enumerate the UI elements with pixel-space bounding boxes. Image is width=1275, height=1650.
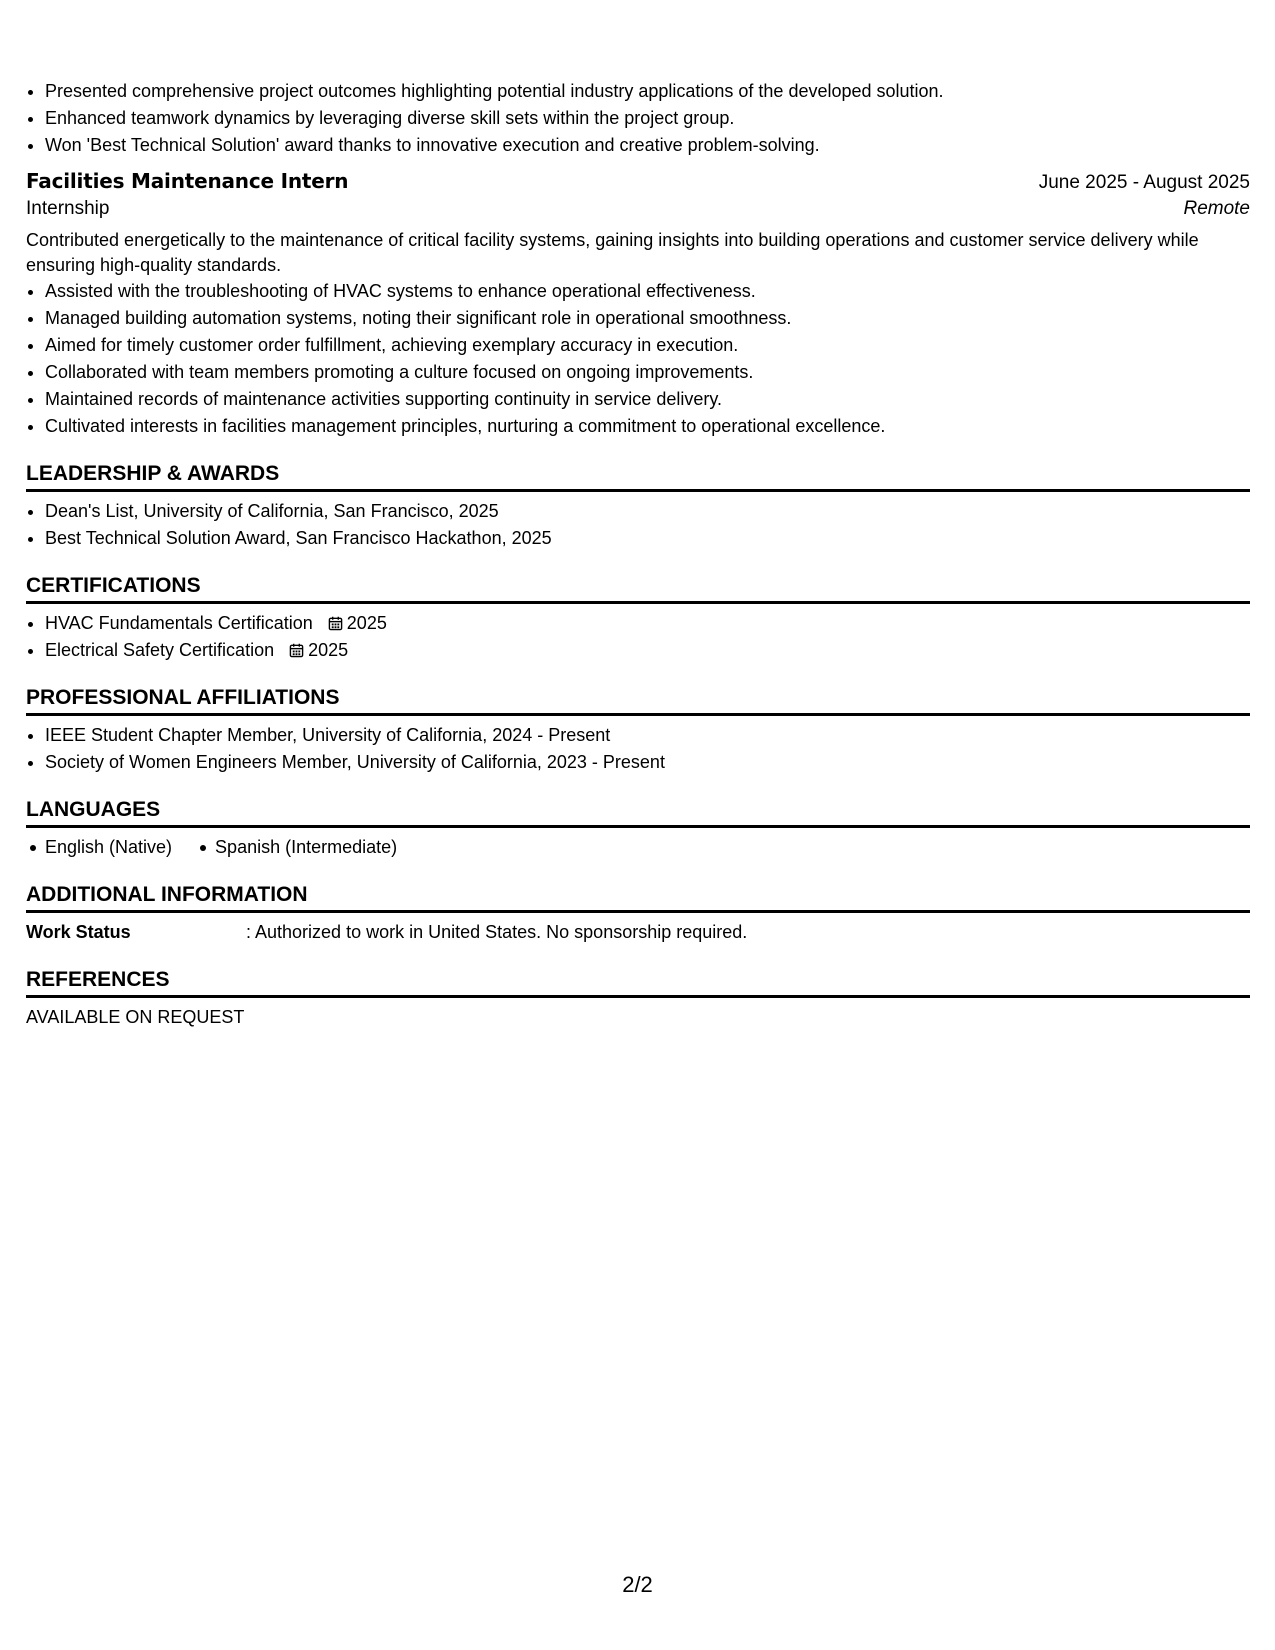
certification-name: HVAC Fundamentals Certification <box>45 613 313 633</box>
work-status-value: : Authorized to work in United States. No sponsorship required. <box>246 922 748 942</box>
resume-page <box>26 78 1250 1031</box>
list-item: • Society of Women Engineers Member, University of California, 2023 - Present <box>45 749 1250 776</box>
work-status-label: Work Status <box>26 922 131 942</box>
job-title: Facilities Maintenance Intern <box>26 169 349 193</box>
list-item: • Aimed for timely customer order fulfillment, achieving exemplary accuracy in execution. <box>45 332 1250 359</box>
list-item: • Cultivated interests in facilities management principles, nurturing a commitment to operational excellence. <box>45 413 1250 440</box>
list-item: • Collaborated with team members promoting a culture focused on ongoing improvements. <box>45 359 1250 386</box>
list-item <box>45 637 1250 664</box>
job-header <box>26 169 1250 194</box>
certification-year: 2025 <box>308 640 349 660</box>
work-status-row <box>26 919 1250 946</box>
section-title-certifications: CERTIFICATIONS <box>26 574 1250 604</box>
list-item: English (Native) <box>26 834 172 861</box>
certification-name: Electrical Safety Certification <box>45 640 275 660</box>
calendar-icon <box>328 616 343 631</box>
section-title-additional: ADDITIONAL INFORMATION <box>26 883 1250 913</box>
list-item: • Assisted with the troubleshooting of HVAC systems to enhance operational effectiveness. <box>45 278 1250 305</box>
job-description: Contributed energetically to the maintenance of critical facility systems, gaining insights into building operations and customer service delivery while ensuring high-quality standards. <box>26 230 1199 275</box>
languages-list <box>26 834 1250 861</box>
section-title-affiliations: PROFESSIONAL AFFILIATIONS <box>26 686 1250 716</box>
affiliations-list <box>26 722 1250 776</box>
list-item: • Enhanced teamwork dynamics by leveraging diverse skill sets within the project group. <box>45 105 1250 132</box>
job-bullets <box>26 278 1250 440</box>
job-type: Internship <box>26 198 110 219</box>
certification-year: 2025 <box>346 613 387 633</box>
list-item: • Won 'Best Technical Solution' award thanks to innovative execution and creative problem-solving. <box>45 132 1250 159</box>
leadership-list <box>26 498 1250 552</box>
list-item <box>45 610 1250 637</box>
section-title-languages: LANGUAGES <box>26 798 1250 828</box>
list-item: • Maintained records of maintenance activities supporting continuity in service delivery. <box>45 386 1250 413</box>
references-text: AVAILABLE ON REQUEST <box>26 1007 245 1027</box>
job-subheader <box>26 198 1250 220</box>
list-item: • Dean's List, University of California, San Francisco, 2025 <box>45 498 1250 525</box>
page-number: 2/2 <box>622 1572 653 1597</box>
certifications-list <box>26 610 1250 664</box>
list-item: • Managed building automation systems, noting their significant role in operational smoothness. <box>45 305 1250 332</box>
job-dates: June 2025 - August 2025 <box>1038 172 1250 193</box>
calendar-icon <box>289 643 304 658</box>
previous-job-bullets <box>26 78 1250 159</box>
section-title-leadership: LEADERSHIP & AWARDS <box>26 462 1250 492</box>
list-item: Spanish (Intermediate) <box>196 834 397 861</box>
job-location: Remote <box>1183 198 1250 219</box>
list-item: • IEEE Student Chapter Member, University of California, 2024 - Present <box>45 722 1250 749</box>
list-item: • Presented comprehensive project outcomes highlighting potential industry applications of the developed solution. <box>45 78 1250 105</box>
section-title-references: REFERENCES <box>26 968 1250 998</box>
list-item: • Best Technical Solution Award, San Francisco Hackathon, 2025 <box>45 525 1250 552</box>
